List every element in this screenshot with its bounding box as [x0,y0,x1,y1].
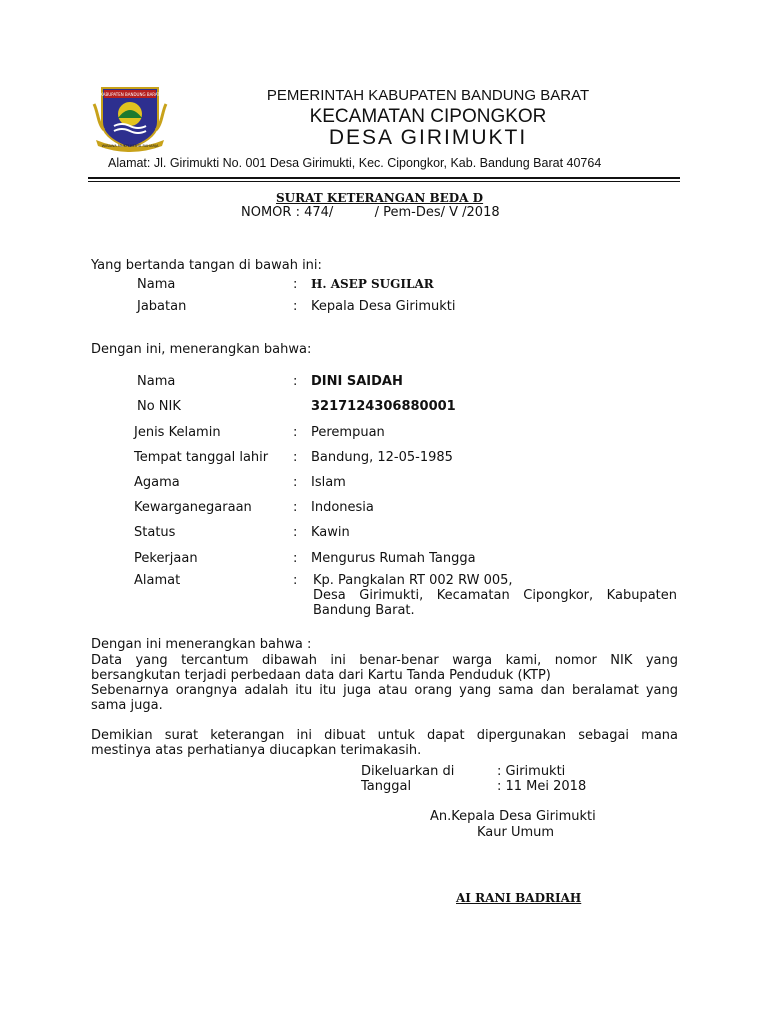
person-gender-value: Perempuan [311,425,385,440]
person-religion-value: Islam [311,475,346,490]
body-p1-line1: Data yang tercantum dibawah ini benar-benar warga kami, nomor NIK yang [91,653,678,668]
body-heading: Dengan ini menerangkan bahwa : [91,637,312,652]
signer-name-colon: : [293,277,298,292]
person-occupation-label: Pekerjaan [134,551,198,566]
header-divider-thin [88,181,680,182]
letter-title: SURAT KETERANGAN BEDA D [276,191,484,205]
issued-place-value: : Girimukti [497,764,566,779]
body-p2-line1: Sebenarnya orangnya adalah itu itu juga atau orang yang sama dan beralamat yang [91,683,678,698]
letter-number: NOMOR : 474/ / Pem-Des/ V /2018 [241,205,500,220]
person-nik-value: 3217124306880001 [311,399,456,414]
signer-name-label: Nama [137,277,176,292]
person-address-colon: : [293,573,298,588]
person-address-line1: Kp. Pangkalan RT 002 RW 005, [313,573,513,588]
person-birth-colon: : [293,450,298,465]
person-address-line2: Desa Girimukti, Kecamatan Cipongkor, Kabupaten [313,588,677,603]
person-name-colon: : [293,374,298,389]
signer-name-value: H. ASEP SUGILAR [311,277,434,291]
logo-ribbon-text: WIBAWA MUKTI KERTA RAHARJA [101,144,159,148]
person-status-value: Kawin [311,525,350,540]
person-address-block [313,573,677,618]
regency-logo [92,84,168,154]
body-paragraph-1 [91,653,678,713]
signature-on-behalf: An.Kepala Desa Girimukti [430,809,596,824]
person-citizenship-colon: : [293,500,298,515]
header-address: Alamat: Jl. Girimukti No. 001 Desa Girimukti, Kec. Cipongkor, Kab. Bandung Barat 40764 [108,156,602,170]
closing-line2: mestinya atas perhatianya diucapkan terimakasih. [91,743,422,758]
issued-place-label: Dikeluarkan di [361,764,455,779]
person-name-value: DINI SAIDAH [311,374,403,389]
body-p1-line2: bersangkutan terjadi perbedaan data dari Kartu Tanda Penduduk (KTP) [91,668,551,683]
closing-paragraph [91,728,678,758]
person-occupation-value: Mengurus Rumah Tangga [311,551,476,566]
declaration-text: Dengan ini, menerangkan bahwa: [91,342,312,357]
person-gender-colon: : [293,425,298,440]
signer-position-label: Jabatan [137,299,187,314]
person-status-label: Status [134,525,176,540]
person-religion-colon: : [293,475,298,490]
regency-logo-svg [92,84,168,154]
intro-text: Yang bertanda tangan di bawah ini: [91,258,322,273]
header-village: DESA GIRIMUKTI [328,126,528,149]
person-occupation-colon: : [293,551,298,566]
person-status-colon: : [293,525,298,540]
person-citizenship-label: Kewarganegaraan [134,500,252,515]
issued-date-label: Tanggal [361,779,412,794]
person-address-label: Alamat [134,573,181,588]
person-gender-label: Jenis Kelamin [134,425,221,440]
header-government: PEMERINTAH KABUPATEN BANDUNG BARAT [266,87,590,104]
logo-top-text: KABUPATEN BANDUNG BARAT [100,92,160,97]
header-divider [88,177,680,179]
person-address-line3: Bandung Barat. [313,603,415,618]
header-district: KECAMATAN CIPONGKOR [309,106,547,127]
signer-position-value: Kepala Desa Girimukti [311,299,456,314]
person-name-label: Nama [137,374,176,389]
person-birth-label: Tempat tanggal lahir [134,450,269,465]
person-birth-value: Bandung, 12-05-1985 [311,450,453,465]
person-citizenship-value: Indonesia [311,500,374,515]
closing-line1: Demikian surat keterangan ini dibuat untuk dapat dipergunakan sebagai mana [91,728,678,743]
person-religion-label: Agama [134,475,180,490]
person-nik-label: No NIK [137,399,181,414]
body-p2-line2: sama juga. [91,698,163,713]
signature-name: AI RANI BADRIAH [456,891,582,905]
signature-position: Kaur Umum [477,825,555,840]
issued-date-value: : 11 Mei 2018 [497,779,587,794]
signer-position-colon: : [293,299,298,314]
